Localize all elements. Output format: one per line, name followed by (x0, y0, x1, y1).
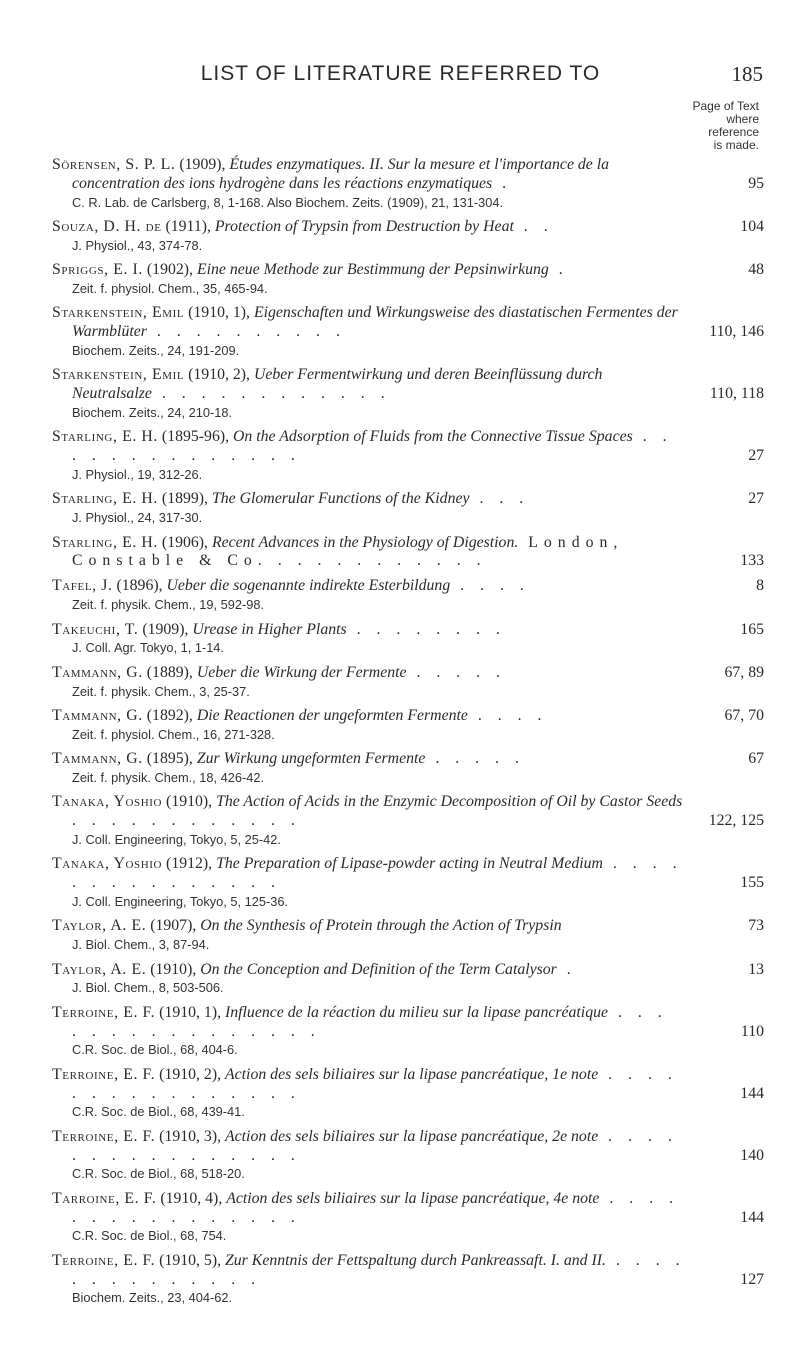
reference-entry (52, 961, 764, 998)
reference-author: Tafel, J. (52, 577, 113, 595)
reference-page-numbers: 140 (740, 1146, 764, 1164)
reference-journal: Zeit. f. physiol. Chem., 16, 271-328. (72, 726, 275, 742)
column-heading-line: reference (708, 125, 759, 139)
reference-leader-dots: . . . (469, 490, 530, 508)
reference-title: Eigenschaften und Wirkungsweise des diastatischen Fermentes der Warmblüter (72, 304, 678, 341)
reference-title: Zur Kenntnis der Fettspaltung durch Pankreassaft. I. and II. (225, 1251, 606, 1269)
reference-journal: C.R. Soc. de Biol., 68, 439-41. (72, 1104, 245, 1120)
reference-journal: Zeit. f. physik. Chem., 18, 426-42. (72, 770, 265, 786)
reference-citation (52, 1190, 764, 1228)
reference-author: Starkenstein, Emil (52, 366, 185, 384)
reference-citation: Starling, E. H. (1895-96), On the Adsorption of Fluids from the Connective Tissue Spaces . . . . . . . . . . . . . . 27 (52, 428, 764, 465)
reference-author: Tammann, G. (52, 750, 143, 768)
reference-entry (52, 707, 764, 744)
reference-citation: Starling, E. H. (1899), The Glomerular Functions of the Kidney . . . 27 (52, 490, 764, 508)
reference-journal: J. Biol. Chem., 3, 87-94. (72, 937, 210, 953)
reference-entry (52, 1190, 764, 1246)
reference-year: (1899), (157, 490, 212, 508)
reference-year: (1895-96), (157, 428, 234, 446)
reference-entry (52, 750, 764, 787)
reference-leader-dots: . . (513, 217, 554, 235)
column-heading-line: is made. (713, 138, 759, 152)
reference-title: Action des sels biliaires sur la lipase pancréatique, 1e note (225, 1065, 599, 1083)
reference-page-numbers: 133 (740, 552, 764, 570)
reference-author: Spriggs, E. I. (52, 261, 143, 279)
reference-title: Action des sels biliaires sur la lipase pancréatique, 2e note (225, 1127, 599, 1145)
reference-citation: Taylor, A. E. (1907), On the Synthesis of Protein through the Action of Trypsin 73 (52, 917, 764, 935)
reference-citation (52, 366, 764, 404)
reference-author: Taylor, A. E. (52, 960, 147, 978)
reference-author: Starkenstein, Emil (52, 304, 185, 322)
reference-citation (52, 534, 764, 572)
reference-year: (1910, 2), (155, 1065, 225, 1083)
reference-citation (52, 1004, 764, 1042)
reference-citation (52, 621, 764, 640)
reference-journal: J. Physiol., 19, 312-26. (72, 466, 203, 482)
reference-journal: J. Coll. Agr. Tokyo, 1, 1-14. (72, 640, 224, 656)
reference-title: Action des sels biliaires sur la lipase pancréatique, 4e note (226, 1189, 600, 1207)
reference-leader-dots: London, Constable & Co. . . . . . . . . . . . (72, 533, 624, 570)
reference-entry (52, 793, 764, 849)
reference-journal: C.R. Soc. de Biol., 68, 518-20. (72, 1166, 245, 1182)
reference-entry (52, 855, 764, 911)
reference-year: (1910, 2), (184, 366, 254, 384)
reference-entry (52, 664, 764, 701)
reference-year: (1909), (175, 156, 230, 173)
reference-entry (52, 917, 764, 954)
reference-leader-dots: . . . . . . . . . . . . . . . . (72, 1127, 678, 1164)
reference-journal: J. Biol. Chem., 8, 503-506. (72, 980, 224, 996)
reference-title: Ueber Fermentwirkung und deren Beeinflüssung durch Neutralsalze (72, 366, 603, 403)
reference-title: The Preparation of Lipase-powder acting in Neutral Medium (216, 855, 603, 873)
reference-entry (52, 304, 764, 360)
reference-entry (52, 218, 764, 255)
reference-year: (1912), (162, 855, 217, 873)
reference-title: Eine neue Methode zur Bestimmung der Pepsinwirkung (196, 261, 549, 279)
reference-title: Ueber die sogenannte indirekte Esterbildung (166, 577, 451, 595)
reference-journal: Zeit. f. physiol. Chem., 35, 465-94. (72, 280, 268, 296)
reference-year: (1911), (161, 217, 215, 235)
reference-author: Tammann, G. (52, 663, 143, 681)
reference-leader-dots: . . . . . . . . . . . . . . . . (72, 1003, 668, 1040)
reference-entry (52, 1252, 764, 1308)
reference-year: (1906), (157, 533, 212, 551)
reference-leader-dots: . . . . . . . . . . . . (151, 385, 391, 403)
reference-page-numbers: 110, 146 (709, 323, 764, 341)
reference-author: Takeuchi, T. (52, 620, 139, 638)
reference-author: Starling, E. H. (52, 490, 158, 508)
reference-citation (52, 855, 764, 893)
reference-citation (52, 304, 764, 342)
reference-leader-dots: . . . . . . . . (346, 620, 506, 638)
reference-page-numbers: 67, 89 (724, 663, 764, 681)
reference-journal: C.R. Soc. de Biol., 68, 754. (72, 1228, 227, 1244)
reference-title: Die Reactionen der ungeformten Fermente (196, 707, 468, 725)
reference-journal: Zeit. f. physik. Chem., 19, 592-98. (72, 597, 265, 613)
reference-year: (1910, 3), (155, 1127, 225, 1145)
reference-page-numbers: 110 (740, 1022, 764, 1040)
reference-entry (52, 621, 764, 658)
reference-leader-dots: . . . . . . . . . . . . . . (72, 428, 673, 465)
reference-author: Tanaka, Yoshio (52, 793, 163, 811)
reference-entry (52, 577, 764, 614)
reference-journal: J. Physiol., 24, 317-30. (72, 510, 203, 526)
reference-year: (1910, 1), (184, 304, 254, 322)
reference-journal: Zeit. f. physik. Chem., 3, 25-37. (72, 683, 250, 699)
reference-year: (1910, 5), (155, 1251, 225, 1269)
reference-citation: Tafel, J. (1896), Ueber die sogenannte indirekte Esterbildung . . . . 8 (52, 577, 764, 595)
reference-entry (52, 1128, 764, 1184)
reference-entry (52, 490, 764, 527)
reference-entry (52, 366, 764, 422)
reference-entry (52, 1066, 764, 1122)
reference-citation: Spriggs, E. I. (1902), Eine neue Methode zur Bestimmung der Pepsinwirkung . 48 (52, 261, 764, 279)
reference-leader-dots: . . . . . . . . . . . . . . (72, 1251, 686, 1288)
reference-page-numbers: 165 (740, 620, 764, 638)
reference-citation (52, 793, 764, 831)
reference-author: Tanaka, Yoshio (52, 855, 163, 873)
reference-author: Souza, D. H. de (52, 217, 162, 235)
reference-year: (1910), (146, 960, 201, 978)
reference-leader-dots: . . . . . (425, 750, 525, 768)
reference-entry (52, 156, 764, 212)
reference-entry (52, 261, 764, 298)
reference-leader-dots: . (492, 174, 513, 192)
reference-year: (1892), (142, 707, 197, 725)
reference-journal: Biochem. Zeits., 23, 404-62. (72, 1290, 233, 1306)
reference-journal: C.R. Soc. de Biol., 68, 404-6. (72, 1042, 238, 1058)
reference-entry (52, 534, 764, 572)
reference-page-numbers: 155 (740, 874, 764, 892)
reference-title: On the Synthesis of Protein through the Action of Trypsin (200, 917, 562, 935)
reference-title: On the Conception and Definition of the Term Catalysor (200, 960, 557, 978)
reference-journal: J. Physiol., 43, 374-78. (72, 237, 203, 253)
reference-leader-dots: . . . . . . . . . . . . . . . (72, 855, 683, 892)
column-heading-line: Page of Text (692, 99, 759, 113)
reference-leader-dots: . . . . . . . . . . . . (72, 812, 301, 830)
reference-author: Tammann, G. (52, 707, 143, 725)
reference-page-numbers: 104 (740, 217, 764, 235)
reference-journal: Biochem. Zeits., 24, 210-18. (72, 404, 233, 420)
reference-leader-dots: . . . . (467, 707, 548, 725)
reference-author: Starling, E. H. (52, 533, 158, 551)
reference-leader-dots: . . . . . . . . . . . . . . . . (72, 1189, 680, 1226)
reference-citation (52, 1252, 764, 1290)
reference-leader-dots: . . . . . . . . . . . . . . . . (72, 1065, 678, 1102)
reference-author: Terroine, E. F. (52, 1003, 156, 1021)
reference-title: Protection of Trypsin from Destruction by Heat (214, 217, 514, 235)
reference-journal: C. R. Lab. de Carlsberg, 8, 1-168. Also Biochem. Zeits. (1909), 21, 131-304. (72, 194, 504, 210)
reference-citation (52, 218, 764, 237)
reference-leader-dots: . (556, 960, 577, 978)
reference-year: (1910, 4), (156, 1189, 227, 1207)
page-number: 185 (731, 62, 763, 86)
reference-citation (52, 1128, 764, 1166)
reference-entry (52, 1004, 764, 1060)
reference-title: Ueber die Wirkung der Fermente (196, 663, 407, 681)
reference-author: Tarroine, E. F. (52, 1189, 157, 1207)
reference-citation: Sörensen, S. P. L. (1909), Études enzymatiques. II. Sur la mesure et l'importance de la concentration des ions hydrogène dans les réactions enzymatiques . 95 (52, 156, 764, 192)
reference-title: Urease in Higher Plants (192, 620, 347, 638)
reference-author: Terroine, E. F. (52, 1065, 156, 1083)
reference-year: (1909), (138, 620, 193, 638)
reference-year: (1896), (112, 577, 167, 595)
column-heading (609, 100, 759, 152)
reference-citation (52, 664, 764, 683)
reference-page-numbers: 110, 118 (709, 385, 764, 403)
reference-title: On the Adsorption of Fluids from the Connective Tissue Spaces (233, 428, 633, 446)
reference-leader-dots: . . . . . . . . . . (146, 323, 346, 341)
reference-author: Starling, E. H. (52, 428, 158, 446)
reference-page-numbers: 144 (740, 1084, 764, 1102)
reference-citation (52, 707, 764, 726)
reference-title: The Glomerular Functions of the Kidney (211, 490, 470, 508)
reference-year: (1910), (162, 793, 217, 811)
reference-title: Études enzymatiques. II. Sur la mesure et l'importance de la concentration des ions hydrogène dans les réactions enzymatiques (72, 156, 610, 192)
reference-leader-dots: . . . . (450, 577, 530, 595)
reference-author: Terroine, E. F. (52, 1251, 156, 1269)
reference-title: Recent Advances in the Physiology of Digestion. (211, 533, 519, 551)
reference-author: Taylor, A. E. (52, 917, 147, 935)
reference-page-numbers: 144 (740, 1208, 764, 1226)
reference-page-numbers: 122, 125 (708, 812, 764, 830)
reference-citation: Tammann, G. (1895), Zur Wirkung ungeformten Fermente . . . . . 67 (52, 750, 764, 768)
reference-year: (1889), (142, 663, 197, 681)
reference-page-numbers: 67, 70 (724, 707, 764, 725)
reference-author: Terroine, E. F. (52, 1127, 156, 1145)
reference-entry (52, 428, 764, 484)
reference-year: (1910, 1), (155, 1003, 225, 1021)
column-heading-line: where (726, 112, 759, 126)
reference-leader-dots: . (548, 261, 569, 279)
reference-year: (1907), (146, 917, 201, 935)
reference-author: Sörensen, S. P. L. (52, 156, 176, 173)
reference-journal: J. Coll. Engineering, Tokyo, 5, 25-42. (72, 832, 281, 848)
reference-page-numbers: 127 (740, 1270, 764, 1288)
reference-leader-dots: . . . . . (406, 663, 506, 681)
reference-citation: Taylor, A. E. (1910), On the Conception and Definition of the Term Catalysor . 13 (52, 960, 764, 978)
reference-journal: Biochem. Zeits., 24, 191-209. (72, 342, 240, 358)
reference-title: The Action of Acids in the Enzymic Decomposition of Oil by Castor Seeds (216, 793, 683, 811)
reference-year: (1902), (142, 261, 197, 279)
reference-journal: J. Coll. Engineering, Tokyo, 5, 125-36. (72, 894, 289, 909)
reference-list (52, 156, 764, 1314)
reference-citation (52, 1066, 764, 1104)
running-header-title: LIST OF LITERATURE REFERRED TO (200, 62, 601, 85)
reference-title: Zur Wirkung ungeformten Fermente (196, 750, 426, 768)
reference-title: Influence de la réaction du milieu sur la lipase pancréatique (225, 1003, 608, 1021)
reference-year: (1895), (142, 750, 197, 768)
